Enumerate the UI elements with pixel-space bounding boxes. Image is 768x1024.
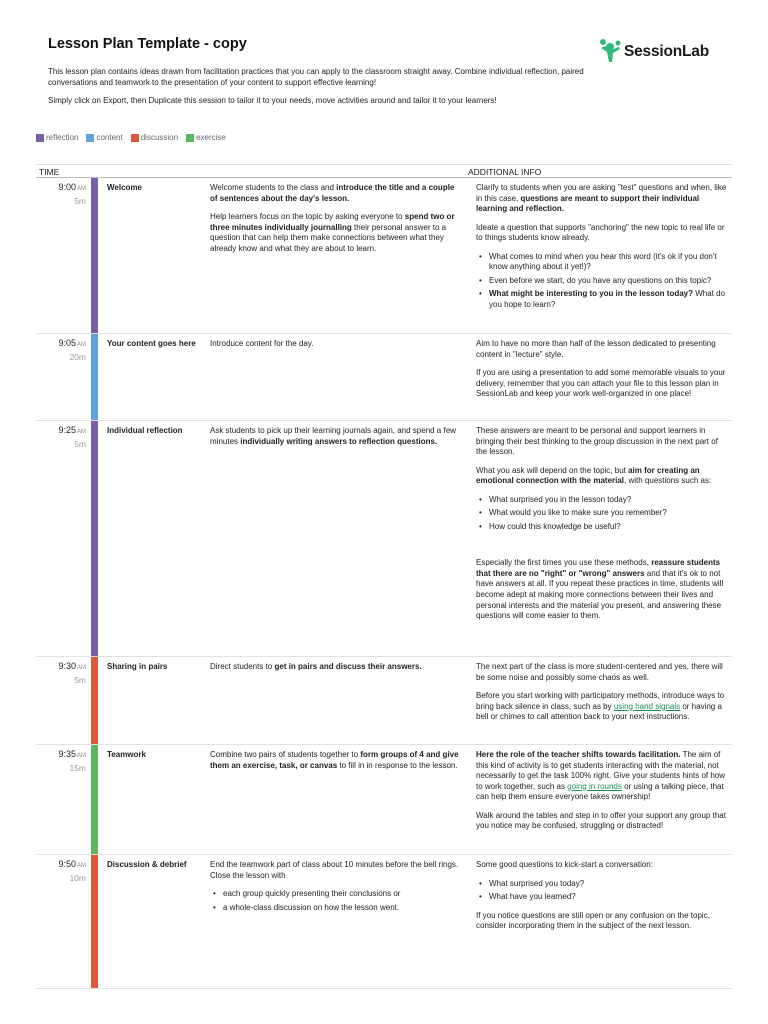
activity-description: Direct students to get in pairs and discuss their answers. — [210, 662, 422, 671]
activity-description: End the teamwork part of class about 10 minutes before the bell rings. Close the lesson with • each group quickly presenting their conclusions or • a whole-class discussion on how the lesson went. — [210, 860, 464, 921]
table-row — [36, 657, 732, 745]
sessionlab-logo[interactable] — [597, 38, 722, 66]
additional-info: The next part of the class is more student-centered and yes, there will be some noise and possibly some chaos as well. Before you start working with participatory methods, introduce ways to bring back silence in class, such as by using hand signals or having a bell or chimes to call attention back to your next instructions. — [476, 662, 725, 722]
legend-item-reflection — [36, 133, 78, 144]
list-item: • What surprised you in the lesson today? — [476, 495, 730, 506]
time-value: 9:05 — [58, 338, 76, 348]
time-value: 9:50 — [58, 859, 76, 869]
activity-description: Combine two pairs of students together to form groups of 4 and give them an exercise, task, or canvas to fill in in response to the lesson. — [210, 750, 459, 770]
table-row — [36, 855, 732, 988]
legend-item-discussion — [131, 133, 178, 144]
duration: 10m — [69, 872, 86, 883]
duration: 20m — [69, 351, 86, 362]
legend-swatch — [36, 134, 44, 142]
time-value: 9:25 — [58, 425, 76, 435]
activity-description: Welcome students to the class and introduce the title and a couple of sentences about the day's lesson. Help learners focus on the topic by asking everyone to spend two or three minutes individually journalling their personal answer to a question that can help them make connections between what they already know and what they are about to learn. — [210, 183, 455, 253]
activity-title[interactable]: Your content goes here — [107, 339, 196, 348]
row-time — [36, 749, 86, 774]
table-row — [36, 421, 732, 657]
list-item: • a whole-class discussion on how the lesson went. — [210, 903, 464, 914]
time-ampm: AM — [77, 186, 86, 192]
sessionlab-wordmark: SessionLab — [624, 43, 709, 60]
list-item: • Even before we start, do you have any questions on this topic? — [476, 276, 730, 287]
activity-color-bar — [91, 855, 98, 988]
time-value: 9:30 — [58, 661, 76, 671]
table-row — [36, 178, 732, 334]
time-value: 9:00 — [58, 182, 76, 192]
duration: 5m — [74, 438, 86, 449]
additional-info: Aim to have no more than half of the lesson dedicated to presenting content in "lecture" style. If you are using a presentation to add some memorable visuals to your delivery, remember that you can attach your file to this lesson plan in SessionLab and keep your work well-organized in one place! — [476, 339, 726, 399]
activity-description: Introduce content for the day. — [210, 339, 314, 348]
activity-title[interactable]: Sharing in pairs — [107, 662, 168, 671]
additional-info: Here the role of the teacher shifts towards facilitation. The aim of this kind of activity is to get students interacting with the material, not necessarily to get the task 100% right. Give your students hints of how to work together, such as going in rounds or using a talking piece, that can help them ensure everyone takes ownership! Walk around the tables and step in to offer your support any group that you notice may be confused, struggling or distracted! — [476, 750, 726, 831]
legend-label: exercise — [196, 133, 226, 142]
time-ampm: AM — [77, 753, 86, 759]
hand-signals-link[interactable]: using hand signals — [613, 701, 681, 711]
table-row — [36, 334, 732, 421]
activity-color-bar — [91, 178, 98, 333]
additional-info: These answers are meant to be personal and support learners in bringing their best thinking to the group discussion in the next part of the lesson. What you ask will depend on the topic, but aim for creating an emotional connection with the material, with questions such as: • What surprised you in the lesson today? • What would you like to make sure you remember? • How could this knowledge be useful? Especially the first times you use these methods, reassure students that there are no "right" or "wrong" answers and that it's ok to not have answers at all. If you repeat these practices in time, students will become adept at making more connections between their lives and personal interests and the material you present, and answering these questions will come easier to them. — [476, 426, 730, 630]
time-ampm: AM — [77, 429, 86, 435]
header-time: TIME — [39, 167, 60, 177]
activity-color-bar — [91, 334, 98, 420]
row-time — [36, 859, 86, 884]
table-header — [36, 164, 732, 178]
legend-label: reflection — [46, 133, 79, 142]
intro-instructions: Simply click on Export, then Duplicate this session to tailor it to your needs, move activities around and tailor it to your learners! — [48, 96, 497, 105]
going-in-rounds-link[interactable]: going in rounds — [567, 781, 622, 791]
list-item: • What would you like to make sure you remember? — [476, 508, 730, 519]
legend-swatch — [186, 134, 194, 142]
list-item: • What comes to mind when you hear this word (it's ok if you don't know anything about it yet!)? — [476, 252, 730, 273]
activity-title[interactable]: Individual reflection — [107, 426, 183, 435]
row-time — [36, 182, 86, 207]
activity-title[interactable]: Teamwork — [107, 750, 146, 759]
list-item: • each group quickly presenting their conclusions or — [210, 889, 464, 900]
duration: 5m — [74, 195, 86, 206]
activity-title[interactable]: Welcome — [107, 183, 142, 192]
legend-swatch — [86, 134, 94, 142]
legend-label: discussion — [140, 133, 179, 142]
time-ampm: AM — [77, 342, 86, 348]
sessionlab-logo-icon — [597, 38, 623, 64]
legend — [36, 133, 226, 144]
time-value: 9:35 — [58, 749, 76, 759]
row-time — [36, 338, 86, 363]
activity-color-bar — [91, 421, 98, 656]
list-item: • What have you learned? — [476, 892, 730, 903]
intro-paragraph: This lesson plan contains ideas drawn from facilitation practices that you can apply to the classroom straight away. Combine individual reflection, paired conversations and teamwork to the presentation of your content to support effective learning! — [48, 67, 584, 87]
legend-item-content — [86, 133, 122, 144]
table-bottom-border — [36, 988, 732, 989]
time-ampm: AM — [77, 863, 86, 869]
activity-title[interactable]: Discussion & debrief — [107, 860, 187, 869]
page-title: Lesson Plan Template - copy — [48, 36, 247, 52]
table-row — [36, 745, 732, 855]
time-ampm: AM — [77, 665, 86, 671]
legend-label: content — [96, 133, 123, 142]
legend-swatch — [131, 134, 139, 142]
activity-description: Ask students to pick up their learning journals again, and spend a few minutes individually writing answers to reflection questions. — [210, 426, 456, 446]
duration: 5m — [74, 674, 86, 685]
additional-info: Clarify to students when you are asking "test" questions and when, like in this case, questions are meant to support their individual learning and reflection. Ideate a question that supports "anchoring" the new topic to real life or to things students know already. • What comes to mind when you hear this word (it's ok if you don't know anything about it yet!)? • Even before we start, do you have any questions on this topic? • What might be interesting to you in the lesson today? What do you hope to learn? — [476, 183, 730, 318]
list-item: • What surprised you today? — [476, 879, 730, 890]
list-item: • What might be interesting to you in the lesson today? What do you hope to learn? — [476, 289, 730, 310]
row-time — [36, 661, 86, 686]
activity-color-bar — [91, 657, 98, 744]
row-time — [36, 425, 86, 450]
additional-info: Some good questions to kick-start a conversation: • What surprised you today? • What have you learned? If you notice questions are still open or any confusion on the topic, consider incorporating them in the subject of the next lesson. — [476, 860, 730, 940]
list-item: • How could this knowledge be useful? — [476, 522, 730, 533]
legend-item-exercise — [186, 133, 226, 144]
header-additional-info: ADDITIONAL INFO — [468, 167, 542, 177]
activity-color-bar — [91, 745, 98, 854]
duration: 15m — [69, 762, 86, 773]
